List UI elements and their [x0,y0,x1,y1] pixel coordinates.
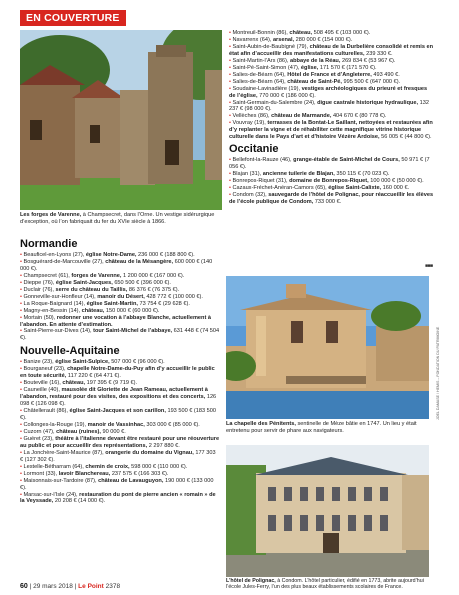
list-item: • Soudaine-Lavinadière (19), vestiges archéologiques du prieuré et fresques de l’église, 770 000 € (186 000 €). [229,85,428,99]
photo-credit: JOEL DAMASE / HEMIS – FONDATION DU PATRIMOINE [436,326,440,420]
section-banner: EN COUVERTURE [20,10,126,26]
bullet-icon: • [20,477,24,484]
bullet-icon: • [229,157,233,164]
list-item: • Lormont (33), lavoir Blanchereau, 237 575 € (166 303 €). [20,470,169,477]
bullet-icon: • [20,408,24,415]
issue-date: 29 mars 2018 [33,583,73,590]
bullet-icon: • [229,185,233,192]
photo-hotel-de-polignac [226,445,429,577]
list-nouvelle-aquitaine [20,359,220,505]
bullet-icon: • [20,272,24,279]
bullet-icon: • [229,36,233,43]
list-item: • Vouvray (19), terrasses de la Bontat-Le Saillant, nettoyées et restaurées afin d’y replanter la vigne et de réhabiliter cette magnifique vitrine historique culturelle dans le Pays d’art et d’histoire Vézère Ardoise, 56 005 € (44 800 €). [229,120,433,141]
list-item: • Beauficel-en-Lyons (27), église Notre-Dame, 236 000 € (188 800 €). [20,252,195,258]
bullet-icon: • [20,252,24,258]
bullet-icon: • [229,30,233,36]
list-item: • La Jonchère-Saint-Maurice (87), orangerie du domaine du Vignau, 177 303 € (127 302 €). [20,449,216,463]
bullet-icon: • [20,380,24,387]
list-item: • Blajan (31), ancienne tuilerie de Blajan, 350 115 € (70 023 €). [229,171,390,178]
bullet-icon: • [20,307,24,314]
photo-caption-forges: Les forges de Varenne, à Champsecret, dans l’Orne. Un vestige sidérurgique d’exception, où l’on fabriquait du fer du XVIe siècle à 1866. [20,212,215,225]
bullet-icon: • [229,78,233,85]
issue-number: 2378 [105,583,121,590]
list-item: • Gonneville-sur-Honfleur (14), manoir du Désert, 428 772 € (100 000 €). [20,293,203,300]
bullet-icon: • [229,85,233,92]
list-item: • Bouteville (16), château, 197 395 € (9 719 €). [20,380,138,387]
bullet-icon: • [229,57,233,64]
list-item: • Champsecret (61), forges de Varenne, 1 200 000 € (167 000 €). [20,272,185,279]
end-of-article-mark: ■■■ [425,263,433,269]
list-item: • Saint-Germain-du-Salembre (24), digue castrale historique hydraulique, 132 237 € (98 000 €). [229,99,429,113]
list-item: • Lestelle-Bétharram (64), chemin de croix, 598 000 € (110 000 €). [20,463,188,470]
photo-caption-chapelle: La chapelle des Pénitents, sentinelle de Mèze bâtie en 1747. Un lieu y était entretenu pour servir de phare aux navigateurs. [226,421,417,434]
bullet-icon: • [20,387,24,394]
bullet-icon: • [229,43,233,50]
bullet-icon: • [20,421,24,428]
list-item: • Saint-Aubin-de-Baubigné (79), château de la Durbelière consolidé et remis en état afin d’accueillir des manifestations culturelles, 239 330 €. [229,43,434,57]
list-item: • Marsac-sur-l’Isle (24), restauration du pont de pierre ancien « romain » de la Veyssade, 20 208 € (14 000 €). [20,491,216,505]
list-nouvelle-aquitaine-continued [229,30,435,141]
bullet-icon: • [20,314,24,321]
photo-forges-de-varenne [20,30,222,210]
bullet-icon: • [229,120,233,127]
bullet-icon: • [20,463,24,470]
list-item: • Saint-Martin-l’Ars (86), abbaye de la Réau, 269 834 € (53 967 €). [229,57,396,64]
list-item: • Salies-de-Béarn (64), Hôtel de France et d’Angleterre, 493 490 €. [229,71,400,78]
list-item: • Bonrepos-Riquet (31), domaine de Bonrepos-Riquet, 100 000 € (50 000 €). [229,178,424,185]
list-item: • Maisonnais-sur-Tardoire (87), château de Lavauguyon, 190 000 € (133 000 €). [20,477,214,491]
list-item: • Collonges-la-Rouge (19), manoir de Vassinhac, 303 000 € (85 000 €). [20,421,200,428]
photo-caption-hotel-polignac: L’hôtel de Polignac, à Condom. L’hôtel particulier, édifié en 1773, abrite aujourd’hui l’école Jules-Ferry, l’un des plus beaux établissements scolaires de France. [226,578,424,591]
list-item: • Saint-Pierre-sur-Dives (14), tour Saint-Michel de l’abbaye, 631 448 € (74 504 €). [20,328,220,342]
list-item: • Navarrenx (64), arsenal, 280 000 € (154 000 €). [229,36,353,43]
right-column [229,30,435,206]
section-title-occitanie: Occitanie [229,143,279,156]
left-column [20,236,220,505]
page-number: 60 [20,583,28,590]
bullet-icon: • [20,491,24,498]
list-item: • Cuzorn (47), château (ruines), 90 000 €. [20,428,126,435]
bullet-icon: • [20,428,24,435]
section-title-nouvelle-aquitaine: Nouvelle-Aquitaine [20,345,120,358]
list-item: • Duclair (76), serre du château du Taillis, 86 376 € (76 375 €). [20,286,180,293]
bullet-icon: • [20,449,24,456]
bullet-icon: • [229,178,233,185]
bullet-icon: • [20,470,24,477]
list-item: • Magny-en-Bessin (14), château, 150 000 € (60 000 €). [20,307,160,314]
bullet-icon: • [229,99,233,106]
bullet-icon: • [20,300,24,307]
list-item: • Bourganeuf (23), chapelle Notre-Dame-du-Puy afin d’y accueillir le public en toute sécurité, 117 220 € (64 471 €). [20,366,215,380]
list-item: • Cazaux-Fréchet-Anéran-Camors (65), église Saint-Calixte, 160 000 €. [229,185,410,192]
photo-chapelle-des-penitents [226,276,429,419]
list-item: • Saint-Pé-Saint-Simon (47), église, 171 570 € (171 570 €). [229,64,377,71]
list-item: • Bellefont-la-Rauze (46), grange-étable de Saint-Michel de Cours, 50 971 € (7 056 €). [229,157,430,171]
bullet-icon: • [20,366,24,373]
magazine-brand: Le Point [78,583,104,590]
list-item: • Mortain (50), redonner une vocation à l’abbaye Blanche, actuellement à l’abandon. En attente d’estimation. [20,314,211,328]
bullet-icon: • [20,258,24,265]
bullet-icon: • [20,435,24,442]
list-item: • Vellèches (86), château de Marmande, 404 670 € (80 778 €). [229,113,387,120]
bullet-icon: • [20,359,24,366]
bullet-icon: • [20,328,24,335]
list-item: • Guéret (23), théâtre à l’italienne devant être restauré pour une réouverture au public et pour accueillir des représentations, 2 297 880 €. [20,435,220,449]
list-item: • Châtellerault (86), église Saint-Jacques et son carillon, 193 500 € (183 500 €). [20,408,216,422]
bullet-icon: • [20,279,24,286]
bullet-icon: • [229,71,233,78]
bullet-icon: • [20,293,24,300]
list-item: • Banize (23), église Saint-Sulpice, 507 000 € (96 000 €). [20,359,165,366]
bullet-icon: • [229,113,233,120]
list-item: • Cauneille (40), mausolée dit Gloriette de Jean Rameau, actuellement à l’abandon, restauré pour des visites, des expositions et des concerts, 126 098 € (126 098 €). [20,387,217,408]
bullet-icon: • [229,171,233,178]
bullet-icon: • [20,286,24,293]
bullet-icon: • [229,192,233,199]
section-title-normandie: Normandie [20,238,78,250]
page-footer: 60 | 29 mars 2018 | Le Point 2378 [20,583,121,590]
list-item: • Bosguérard-de-Marcouville (27), château de la Mésangère, 600 000 € (140 000 €). [20,258,213,272]
list-item: • Salies-de-Béarn (64), château de Saint-Pé, 995 500 € (647 000 €). [229,78,401,85]
list-item: • La Roque-Baignard (14), église Saint-Martin, 73 754 € (29 628 €). [20,300,190,307]
list-item: • Dieppe (76), église Saint-Jacques, 650 500 € (396 000 €). [20,279,171,286]
list-occitanie [229,157,435,206]
list-item: • Montreuil-Bonnin (86), château, 508 495 € (103 000 €). [229,30,371,36]
list-item: • Condom (32), sauvegarde de l’hôtel de Polignac, pour réaccueillir les élèves de l’école publique de Condom, 733 000 €. [229,192,434,205]
list-normandie [20,252,220,342]
bullet-icon: • [229,64,233,71]
